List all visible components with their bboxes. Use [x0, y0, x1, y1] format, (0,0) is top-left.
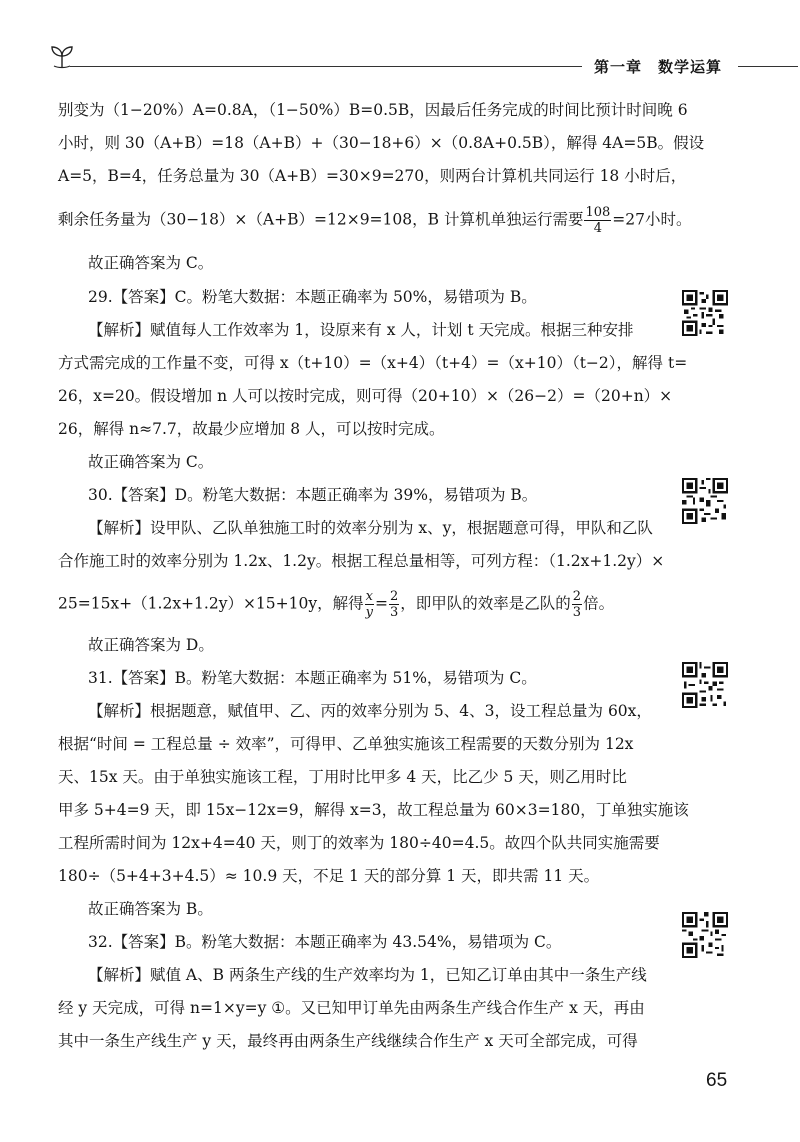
question-31-analysis: 【解析】根据题意，赋值甲、乙、丙的效率分别为 5、4、3，设工程总量为 60x，: [88, 702, 652, 720]
text-line: 26，解得 n≈7.7，故最少应增加 8 人，可以按时完成。: [58, 420, 445, 438]
fraction-numerator: 2: [390, 589, 399, 604]
fraction: [572, 589, 582, 620]
fraction-denominator: y: [365, 605, 373, 620]
text-segment: 剩余任务量为（30−18）×（A+B）=12×9=108，B 计算机单独运行需要: [58, 210, 584, 229]
qr-code-icon[interactable]: [682, 478, 728, 524]
fraction-numerator: x: [365, 589, 373, 604]
fraction: [365, 589, 374, 620]
qr-code-icon[interactable]: [682, 662, 728, 708]
text-segment: 25=15x+（1.2x+1.2y）×15+10y，解得: [58, 594, 364, 613]
chapter-title: [594, 56, 722, 77]
text-line: 26，x=20。假设增加 n 人可以按时完成，则可得（20+10）×（26−2）=（20+n）×: [58, 387, 673, 405]
qr-code-icon[interactable]: [682, 290, 728, 336]
text-line: 别变为（1−20%）A=0.8A，（1−50%）B=0.5B，因最后任务完成的时间比预计时间晚 6: [58, 101, 688, 119]
text-line: 合作施工时的效率分别为 1.2x、1.2y。根据工程总量相等，可列方程：（1.2x+1.2y）×: [58, 552, 665, 570]
text-line: 甲多 5+4=9 天，即 15x−12x=9，解得 x=3，故工程总量为 60×3=180，丁单独实施该: [58, 801, 689, 819]
question-29-analysis: 【解析】赋值每人工作效率为 1，设原来有 x 人，计划 t 天完成。根据三种安排: [88, 321, 634, 339]
fraction-numerator: 108: [585, 205, 611, 220]
question-29-answer: 29.【答案】C。粉笔大数据：本题正确率为 50%，易错项为 B。: [88, 288, 537, 306]
chapter-number: 第一章: [594, 58, 643, 76]
text-segment: 倍。: [583, 594, 615, 613]
question-30-answer: 30.【答案】D。粉笔大数据：本题正确率为 39%，易错项为 B。: [88, 486, 538, 504]
fraction-numerator: 2: [572, 589, 582, 604]
text-line: A=5，B=4，任务总量为 30（A+B）=30×9=270，则两台计算机共同运行 18 小时后，: [58, 167, 687, 185]
text-segment: ，即甲队的效率是乙队的: [400, 594, 571, 613]
answer-line: 故正确答案为 B。: [88, 900, 213, 918]
question-32-answer: 32.【答案】B。粉笔大数据：本题正确率为 43.54%，易错项为 C。: [88, 933, 562, 951]
answer-line: 故正确答案为 C。: [88, 453, 214, 471]
qr-code-icon[interactable]: [682, 912, 728, 958]
answer-line: 故正确答案为 C。: [88, 254, 214, 272]
fraction-denominator: 3: [572, 605, 582, 620]
answer-line: 故正确答案为 D。: [88, 636, 214, 654]
text-line: 方式需完成的工作量不变，可得 x（t+10）=（x+4）（t+4）=（x+10）（t−2），解得 t=: [58, 354, 688, 372]
fraction: [584, 205, 611, 236]
fraction: [389, 589, 399, 620]
text-line: 经 y 天完成，可得 n=1×y=y ①。又已知甲订单先由两条生产线合作生产 x 天，再由: [58, 999, 645, 1017]
question-31-answer: 31.【答案】B。粉笔大数据：本题正确率为 51%，易错项为 C。: [88, 669, 537, 687]
question-32-analysis: 【解析】赋值 A、B 两条生产线的生产效率均为 1，已知乙订单由其中一条生产线: [88, 966, 647, 984]
text-line: 工程所需时间为 12x+4=40 天，则丁的效率为 180÷40=4.5。故四个队共同实施需要: [58, 834, 660, 852]
fraction-denominator: 4: [593, 221, 602, 236]
question-30-analysis: 【解析】设甲队、乙队单独施工时的效率分别为 x、y，根据题意可得，甲队和乙队: [88, 519, 653, 537]
header-rule-right: [738, 66, 798, 67]
page-number: 65: [706, 1070, 728, 1091]
text-line: 其中一条生产线生产 y 天，最终再由两条生产线继续合作生产 x 天可全部完成，可得: [58, 1032, 638, 1050]
section-title: 数学运算: [658, 58, 723, 76]
fraction-denominator: 3: [390, 605, 399, 620]
text-segment: =27小时。: [612, 210, 692, 229]
text-line: 天、15x 天。由于单独实施该工程，丁用时比甲多 4 天，比乙少 5 天，则乙用时比: [58, 768, 627, 786]
text-line: 小时，则 30（A+B）=18（A+B）+（30−18+6）×（0.8A+0.5B），解得 4A=5B。假设: [58, 134, 705, 152]
text-line: 180÷（5+4+3+4.5）≈ 10.9 天，不足 1 天的部分算 1 天，即共需 11 天。: [58, 867, 600, 885]
header-rule: [70, 66, 582, 67]
text-segment: =: [375, 594, 388, 613]
text-line-with-fraction: [58, 205, 692, 236]
text-line: 根据“时间 = 工程总量 ÷ 效率”，可得甲、乙单独实施该工程需要的天数分别为 12x: [58, 735, 634, 753]
text-line-with-fraction: [58, 589, 614, 620]
